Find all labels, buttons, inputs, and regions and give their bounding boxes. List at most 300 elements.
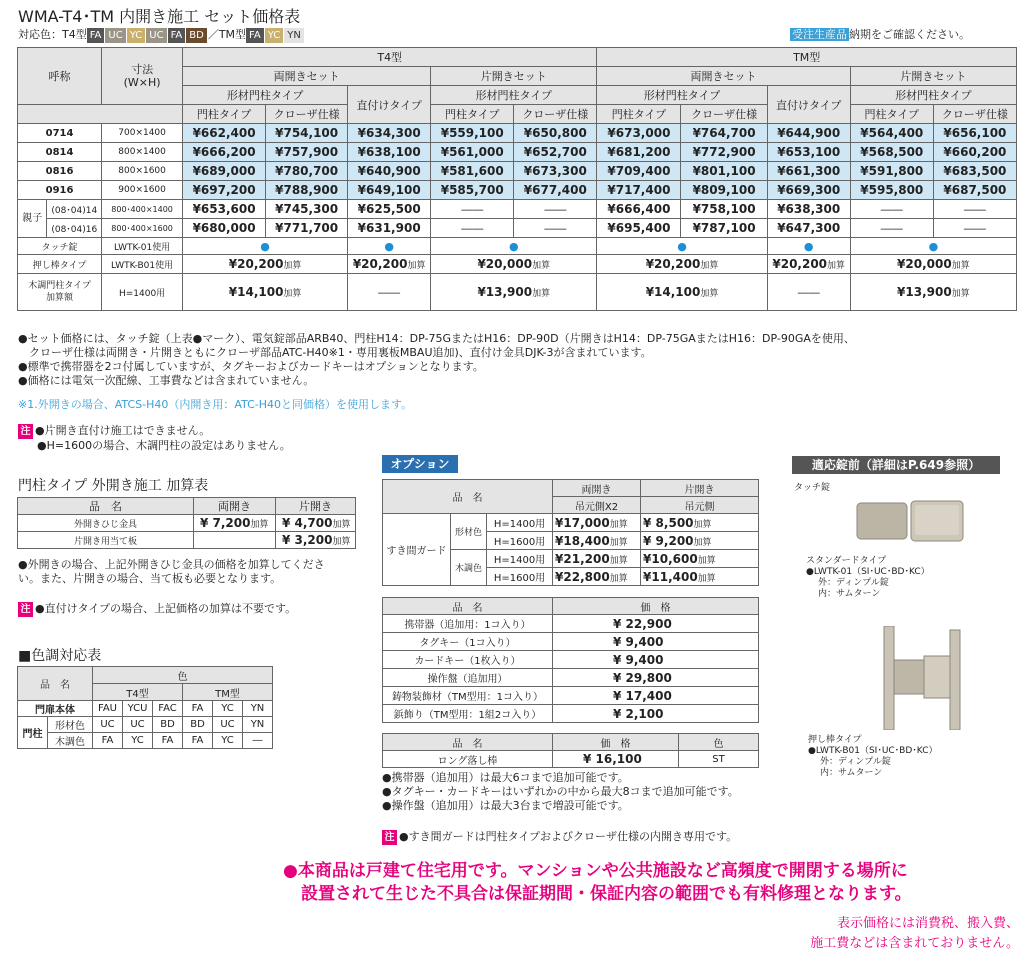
price-value: ¥17,000 xyxy=(555,515,610,530)
h-double: 両開き xyxy=(553,480,641,497)
addon-label: 加算 xyxy=(283,289,302,299)
tax-line: 施工費などは含まれておりません。 xyxy=(810,936,1019,951)
row-size: 800･400×1600 xyxy=(102,219,183,238)
note-line: い。また、片開きの場合、当て板も必要となります。 xyxy=(18,572,282,585)
push-price xyxy=(850,255,1016,274)
price-value: ¥ 7,200 xyxy=(200,516,251,530)
price-cell: ¥634,300 xyxy=(348,124,431,143)
price-cell: ¥650,800 xyxy=(514,124,597,143)
price-cell: ¥661,300 xyxy=(767,162,850,181)
price-cell: ¥717,400 xyxy=(597,181,681,200)
push-label: 押し棒タイプ xyxy=(808,735,862,745)
post-type: 木調色 xyxy=(48,733,93,749)
price-row xyxy=(18,143,1017,162)
price-cell: ¥772,900 xyxy=(681,143,767,162)
price-cell: ¥644,900 xyxy=(767,124,850,143)
standard-label: スタンダードタイプ xyxy=(806,556,887,566)
guard-price xyxy=(641,568,759,586)
h-name: 品 名 xyxy=(18,498,194,515)
color-code: YC xyxy=(213,701,243,717)
h-post: 門柱タイプ xyxy=(850,105,933,124)
color-code: FA xyxy=(153,733,183,749)
note-line: ●携帯器（追加用）は最大6コまで追加可能です。 xyxy=(382,771,629,784)
row-size: 800×1600 xyxy=(102,162,183,181)
price-cell: ¥788,900 xyxy=(266,181,348,200)
option-title: オプション xyxy=(382,455,458,473)
price-cell: ¥666,200 xyxy=(183,143,266,162)
oyako-row xyxy=(18,219,1017,238)
katazai-label: 形材色 xyxy=(451,514,487,550)
color-code: BD xyxy=(153,717,183,733)
addon-label: 加算 xyxy=(951,261,970,271)
color-code: YN xyxy=(243,717,273,733)
guard-size: H=1600用 xyxy=(487,532,553,550)
price-cell: ¥649,100 xyxy=(348,181,431,200)
color-code: FAU xyxy=(93,701,123,717)
oyako-label: 親子 xyxy=(18,200,47,238)
touch-label: タッチ錠 xyxy=(18,238,102,255)
color-label: 対応色：T4型 xyxy=(18,28,87,41)
h-t4-s-katazai: 形材門柱タイプ xyxy=(431,86,597,105)
h-t4: T4型 xyxy=(183,48,597,67)
price-cell: ¥687,500 xyxy=(933,181,1016,200)
note-line: ●タグキー・カードキーはいずれかの中から最大8コまで追加可能です。 xyxy=(382,785,739,798)
outward-title: 門柱タイプ 外開き施工 加算表 xyxy=(18,478,209,494)
wood-price xyxy=(183,274,348,311)
item-price: ¥ 29,800 xyxy=(553,669,759,687)
tax-line: 表示価格には消費税、搬入費、 xyxy=(836,916,1019,931)
addon-label: 加算 xyxy=(609,519,628,530)
row-code: (08･04)14 xyxy=(47,200,102,219)
addon-label: 加算 xyxy=(609,537,628,548)
color_line.t4_colors-chip: BD xyxy=(186,28,207,43)
price-cell: ¥754,100 xyxy=(266,124,348,143)
color-code: BD xyxy=(183,717,213,733)
warning-line: 設置されて生じた不具合は保証期間・保証内容の範囲でも有料修理となります。 xyxy=(301,884,912,904)
h-closer: クローザ仕様 xyxy=(514,105,597,124)
price-value: ¥11,400 xyxy=(643,569,698,584)
addon-label: 加算 xyxy=(951,289,970,299)
wood-price xyxy=(850,274,1016,311)
h-t4-double: 両開きセット xyxy=(183,67,431,86)
price-cell: ¥640,900 xyxy=(348,162,431,181)
standard-type-block xyxy=(806,556,930,600)
item-price xyxy=(194,515,276,532)
item-name: 操作盤（追加用） xyxy=(383,669,553,687)
color-code: YC xyxy=(123,733,153,749)
touch-row xyxy=(18,238,1017,255)
color-code: YCU xyxy=(123,701,153,717)
door-label: 門扉本体 xyxy=(18,701,93,717)
price-cell: ¥697,200 xyxy=(183,181,266,200)
price-value: ¥22,800 xyxy=(555,569,610,584)
addon-label: 加算 xyxy=(283,261,302,271)
h-tm-double: 両開きセット xyxy=(597,67,850,86)
caution-line: ●片開き直付け施工はできません。 xyxy=(35,424,211,437)
h-size: 寸法 (W×H) xyxy=(102,48,183,105)
h-price: 価 格 xyxy=(553,598,759,615)
guard-price xyxy=(641,514,759,532)
guard-price xyxy=(553,532,641,550)
touch-dot: ● xyxy=(431,238,597,255)
h-tm: TM型 xyxy=(597,48,1017,67)
outward-table xyxy=(17,497,356,549)
item-name: 外開きひじ金具 xyxy=(18,515,194,532)
order-badge: 受注生産品 xyxy=(792,28,847,41)
price-cell: ¥689,000 xyxy=(183,162,266,181)
wood-price xyxy=(348,274,431,311)
guard-price xyxy=(553,568,641,586)
note-line: クローザ仕様は両開き・片開きともにクローザ部品ATC-H40※1・専用裏板MBAU追加)、直付け金具DJK-3が含まれています。 xyxy=(18,346,652,359)
item-name: 携帯器（追加用：1コ入り） xyxy=(383,615,553,633)
price-cell: ¥647,300 xyxy=(767,219,850,238)
price-cell: ¥677,400 xyxy=(514,181,597,200)
standard-in: 内：サムターン xyxy=(818,589,881,599)
caution-tag: 注 xyxy=(18,424,33,439)
push-price-value: ¥20,000 xyxy=(897,257,952,271)
touch-dot: ● xyxy=(850,238,1016,255)
color_line.t4_colors-chip: UC xyxy=(105,28,125,43)
touch-dot: ● xyxy=(348,238,431,255)
guard-price xyxy=(641,532,759,550)
push-type-block xyxy=(808,735,938,779)
color-row-post xyxy=(18,717,273,733)
item-price xyxy=(276,515,356,532)
note-line: ●セット価格には、タッチ錠（上表●マーク）、電気錠部品ARB40、門柱H14：DP-75GまたはH16：DP-90D（片開きはH14：DP-75GAまたはH16：DP-90GAを使用、 xyxy=(18,332,855,345)
push-price-value: ¥20,200 xyxy=(228,257,284,271)
guard-price xyxy=(553,514,641,532)
option-notes xyxy=(382,771,739,813)
price-cell: ¥757,900 xyxy=(266,143,348,162)
price-cell: ¥581,600 xyxy=(431,162,514,181)
touch-dot: ● xyxy=(767,238,850,255)
price-row xyxy=(18,162,1017,181)
price-row xyxy=(18,181,1017,200)
push-price-value: ¥20,200 xyxy=(645,257,701,271)
lock-touch: タッチ錠 xyxy=(794,483,831,493)
price-cell: ¥709,400 xyxy=(597,162,681,181)
price-cell: ¥666,400 xyxy=(597,200,681,219)
warning-line: ●本商品は戸建て住宅用です。マンションや公共施設など高頻度で開閉する場所に xyxy=(283,861,908,881)
long-bolt-price: ¥ 16,100 xyxy=(553,751,679,768)
price-cell: ¥656,100 xyxy=(933,124,1016,143)
push-price xyxy=(183,255,348,274)
price-cell: ¥764,700 xyxy=(681,124,767,143)
price-cell: ¥660,200 xyxy=(933,143,1016,162)
h-tm: TM型 xyxy=(183,684,273,701)
option-item-row xyxy=(383,705,759,723)
color-table-title: ■色調対応表 xyxy=(18,648,102,664)
item-price: ¥ 9,400 xyxy=(553,651,759,669)
order-text: 納期をご確認ください。 xyxy=(849,28,970,41)
item-name: 片開き用当て板 xyxy=(18,532,194,549)
color-code: FA xyxy=(93,733,123,749)
price-cell: ¥652,700 xyxy=(514,143,597,162)
push-price-value: ¥20,200 xyxy=(352,257,408,271)
option-item-row xyxy=(383,615,759,633)
price-cell: ―― xyxy=(431,200,514,219)
h-post: 門柱タイプ xyxy=(431,105,514,124)
option-guard-table xyxy=(382,479,759,586)
outward-row xyxy=(18,532,356,549)
addon-label: 加算 xyxy=(250,520,269,530)
h-color: 色 xyxy=(93,667,273,684)
addon-label: 加算 xyxy=(693,519,712,530)
price-cell: ¥695,400 xyxy=(597,219,681,238)
item-name: 鋲飾り（TM型用：1組2コ入り） xyxy=(383,705,553,723)
price-value: ¥ 4,700 xyxy=(282,516,333,530)
option-item-row xyxy=(383,651,759,669)
standard-out: 外：ディンプル錠 xyxy=(818,578,889,588)
push-price xyxy=(767,255,850,274)
price-cell: ¥771,700 xyxy=(266,219,348,238)
item-name: 鋳物装飾材（TM型用：1コ入り） xyxy=(383,687,553,705)
usage-warning xyxy=(283,860,912,906)
color-code: UC xyxy=(123,717,153,733)
price-value: ¥10,600 xyxy=(643,551,698,566)
note-line: ●標準で携帯器を2コ付属していますが、タグキーおよびカードキーはオプションとなります。 xyxy=(18,360,484,373)
color-code: FAC xyxy=(153,701,183,717)
price-cell: ¥638,300 xyxy=(767,200,850,219)
h-tm-s-katazai: 形材門柱タイプ xyxy=(850,86,1016,105)
wood-price-value: ¥14,100 xyxy=(228,285,284,299)
color-table xyxy=(17,666,273,749)
addon-label: 加算 xyxy=(697,555,716,566)
h-t4-katazai: 形材門柱タイプ xyxy=(183,86,348,105)
h-single: 片開き xyxy=(641,480,759,497)
color-code: FA xyxy=(183,733,213,749)
row-code: (08･04)16 xyxy=(47,219,102,238)
price-value: ¥21,200 xyxy=(555,551,610,566)
item-price: ¥ 22,900 xyxy=(553,615,759,633)
price-cell: ¥801,100 xyxy=(681,162,767,181)
h-closer: クローザ仕様 xyxy=(681,105,767,124)
row-code: 0916 xyxy=(18,181,102,200)
item-name: カードキー（1枚入り） xyxy=(383,651,553,669)
caution-text: ●すき間ガードは門柱タイプおよびクローザ仕様の内開き専用です。 xyxy=(399,830,738,843)
tm-label: ／TM型 xyxy=(207,28,247,41)
push-out: 外：ディンプル錠 xyxy=(820,757,891,767)
guard-size: H=1400用 xyxy=(487,514,553,532)
addon-label: 加算 xyxy=(693,537,712,548)
push-price xyxy=(597,255,767,274)
color_line.tm_colors-chip: YC xyxy=(265,28,284,43)
h-t4-jika: 直付けタイプ xyxy=(348,86,431,124)
note-line: ●価格には電気一次配線、工事費などは含まれていません。 xyxy=(18,374,315,387)
price-value: ¥ 3,200 xyxy=(282,533,333,547)
price-cell: ¥780,700 xyxy=(266,162,348,181)
item-price xyxy=(276,532,356,549)
addon-label: 加算 xyxy=(827,261,846,271)
price-cell: ¥561,000 xyxy=(431,143,514,162)
touch-model: LWTK-01使用 xyxy=(102,238,183,255)
set-notes-list xyxy=(18,332,1018,388)
h-name: 品 名 xyxy=(383,734,553,751)
post-type: 形材色 xyxy=(48,717,93,733)
price-cell: ¥595,800 xyxy=(850,181,933,200)
wood-price-value: ¥13,900 xyxy=(897,285,952,299)
price-cell: ¥673,000 xyxy=(597,124,681,143)
push-price xyxy=(431,255,597,274)
price-cell: ―― xyxy=(431,219,514,238)
price-row xyxy=(18,124,1017,143)
order-notice xyxy=(790,26,970,42)
h-single: 片開き xyxy=(276,498,356,515)
addon-label: 加算 xyxy=(532,261,551,271)
guard-size: H=1400用 xyxy=(487,550,553,568)
caution-line: ●H=1600の場合、木調門柱の設定はありません。 xyxy=(37,439,291,452)
price-cell: ¥638,100 xyxy=(348,143,431,162)
price-cell: ¥631,900 xyxy=(348,219,431,238)
addon-label: 加算 xyxy=(700,289,719,299)
price-cell: ¥809,100 xyxy=(681,181,767,200)
push-price-value: ¥20,000 xyxy=(477,257,533,271)
option-item-row xyxy=(383,687,759,705)
h-name: 品 名 xyxy=(18,667,93,701)
h-name: 品 名 xyxy=(383,480,553,514)
wood-price-value: ―― xyxy=(378,285,401,299)
color_line.tm_colors-chip: YN xyxy=(284,28,304,43)
item-price: ¥ 17,400 xyxy=(553,687,759,705)
item-name: タグキー（1コ入り） xyxy=(383,633,553,651)
push-in: 内：サムターン xyxy=(820,768,883,778)
push-row xyxy=(18,255,1017,274)
color_line.t4_colors-chip: FA xyxy=(168,28,186,43)
price-value: ¥ 9,200 xyxy=(643,533,694,548)
price-cell: ¥662,400 xyxy=(183,124,266,143)
touch-dot: ● xyxy=(597,238,767,255)
color-line xyxy=(18,26,305,43)
h-single-sub: 吊元側 xyxy=(641,497,759,514)
lock-title: 適応錠前（詳細はP.649参照） xyxy=(792,456,1000,474)
price-cell: ¥625,500 xyxy=(348,200,431,219)
row-code: 0816 xyxy=(18,162,102,181)
push-label: 押し棒タイプ xyxy=(18,255,102,274)
row-size: 900×1600 xyxy=(102,181,183,200)
h-post: 門柱タイプ xyxy=(597,105,681,124)
caution-text: ●直付けタイプの場合、上記価格の加算は不要です。 xyxy=(35,602,297,615)
addon-label: 加算 xyxy=(609,555,628,566)
price-cell: ¥669,300 xyxy=(767,181,850,200)
wood-price xyxy=(767,274,850,311)
price-cell: ―― xyxy=(514,200,597,219)
guard-price xyxy=(641,550,759,568)
note-line: ●外開きの場合、上記外開きひじ金具の価格を加算してくださ xyxy=(18,558,325,571)
long-bolt-name: ロング落し棒 xyxy=(383,751,553,768)
price-cell: ―― xyxy=(933,219,1016,238)
note-ref: ※1.外開きの場合、ATCS-H40（内開き用：ATC-H40と同価格）を使用します。 xyxy=(18,398,413,411)
h-t4-single: 片開きセット xyxy=(431,67,597,86)
color-row-door xyxy=(18,701,273,717)
option-item-row xyxy=(383,633,759,651)
h-t4: T4型 xyxy=(93,684,183,701)
wood-size: H=1400用 xyxy=(102,274,183,311)
guard-size: H=1600用 xyxy=(487,568,553,586)
caution-tag: 注 xyxy=(382,830,397,845)
push-model: LWTK-B01使用 xyxy=(102,255,183,274)
h-post: 門柱タイプ xyxy=(183,105,266,124)
color_line.t4_colors-chip: YC xyxy=(127,28,146,43)
outward-row xyxy=(18,515,356,532)
addon-label: 加算 xyxy=(697,573,716,584)
tax-note xyxy=(810,914,1019,954)
wood-price-value: ¥13,900 xyxy=(477,285,533,299)
option-long-bolt-table xyxy=(382,733,759,768)
price-cell: ¥683,500 xyxy=(933,162,1016,181)
color-code: ― xyxy=(243,733,273,749)
price-cell: ―― xyxy=(850,219,933,238)
guard-price xyxy=(553,550,641,568)
color-code: UC xyxy=(93,717,123,733)
price-value: ¥ 8,500 xyxy=(643,515,694,530)
oyako-row xyxy=(18,200,1017,219)
color-code: YC xyxy=(213,733,243,749)
h-tm-jika: 直付けタイプ xyxy=(767,86,850,124)
option-item-row xyxy=(383,669,759,687)
guard-label: すき間ガード xyxy=(383,514,451,586)
h-double: 両開き xyxy=(194,498,276,515)
price-value: ¥18,400 xyxy=(555,533,610,548)
price-cell: ¥591,800 xyxy=(850,162,933,181)
caution-1 xyxy=(18,424,291,453)
row-size: 800×1400 xyxy=(102,143,183,162)
wood-price xyxy=(431,274,597,311)
color-code: UC xyxy=(213,717,243,733)
price-cell: ¥680,000 xyxy=(183,219,266,238)
h-double-sub: 吊元側X2 xyxy=(553,497,641,514)
touch-lock-image xyxy=(855,497,967,549)
caution-tag: 注 xyxy=(18,602,33,617)
row-size: 800･400×1400 xyxy=(102,200,183,219)
color_line.tm_colors-chip: FA xyxy=(246,28,264,43)
wood-price-value: ¥14,100 xyxy=(645,285,701,299)
price-cell: ¥673,300 xyxy=(514,162,597,181)
h-name: 品 名 xyxy=(383,598,553,615)
price-cell: ¥568,500 xyxy=(850,143,933,162)
price-cell: ¥681,200 xyxy=(597,143,681,162)
standard-model: ●LWTK-01（SI･UC･BD･KC） xyxy=(806,567,930,577)
item-price: ¥ 9,400 xyxy=(553,633,759,651)
h-name: 呼称 xyxy=(18,48,102,105)
guard-row xyxy=(383,514,759,532)
wood-price xyxy=(597,274,767,311)
price-cell: ―― xyxy=(933,200,1016,219)
wood-row xyxy=(18,274,1017,311)
item-price xyxy=(194,532,276,549)
color-code: YN xyxy=(243,701,273,717)
addon-label: 加算 xyxy=(332,537,351,547)
long-bolt-color: ST xyxy=(679,751,759,768)
addon-label: 加算 xyxy=(332,520,351,530)
h-price: 価 格 xyxy=(553,734,679,751)
set-price-table xyxy=(17,47,1017,311)
note-line: ●操作盤（追加用）は最大3台まで増設可能です。 xyxy=(382,799,629,812)
wood-label: 木調門柱タイプ 加算額 xyxy=(18,274,102,311)
addon-label: 加算 xyxy=(609,573,628,584)
price-cell: ¥653,600 xyxy=(183,200,266,219)
push-price xyxy=(348,255,431,274)
price-cell: ¥787,100 xyxy=(681,219,767,238)
push-lock-image xyxy=(880,626,970,730)
price-cell: ―― xyxy=(514,219,597,238)
mokucho-label: 木調色 xyxy=(451,550,487,586)
price-cell: ―― xyxy=(850,200,933,219)
price-cell: ¥745,300 xyxy=(266,200,348,219)
row-size: 700×1400 xyxy=(102,124,183,143)
color-row-post xyxy=(18,733,273,749)
h-tm-katazai: 形材門柱タイプ xyxy=(597,86,767,105)
color_line.t4_colors-chip: UC xyxy=(146,28,166,43)
